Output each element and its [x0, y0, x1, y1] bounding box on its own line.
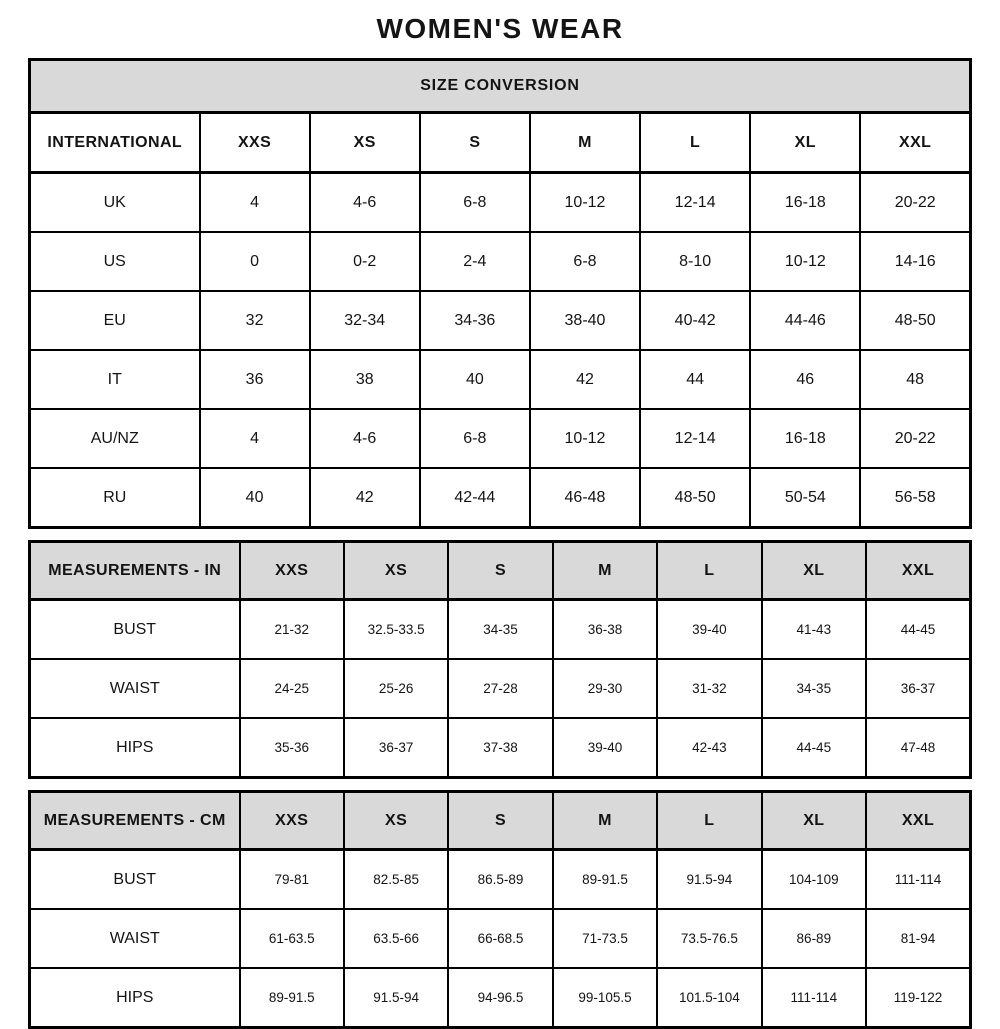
value-cell: 4 [200, 409, 310, 468]
value-cell: 46-48 [530, 468, 640, 528]
value-cell: 40-42 [640, 291, 750, 350]
value-cell: 2-4 [420, 232, 530, 291]
corner-cell: MEASUREMENTS - IN [30, 542, 240, 600]
table-row [30, 850, 971, 910]
value-cell: 24-25 [240, 659, 344, 718]
value-cell: 32.5-33.5 [344, 600, 448, 660]
banner-row [30, 60, 971, 113]
header-row [30, 542, 971, 600]
value-cell: 86-89 [762, 909, 866, 968]
value-cell: 101.5-104 [657, 968, 761, 1028]
value-cell: 12-14 [640, 409, 750, 468]
value-cell: 20-22 [860, 173, 970, 233]
banner-cell: SIZE CONVERSION [30, 60, 971, 113]
table-row [30, 600, 971, 660]
value-cell: 34-35 [762, 659, 866, 718]
value-cell: 4-6 [310, 173, 420, 233]
value-cell: 39-40 [657, 600, 761, 660]
value-cell: 21-32 [240, 600, 344, 660]
value-cell: 42 [530, 350, 640, 409]
value-cell: 12-14 [640, 173, 750, 233]
value-cell: 4-6 [310, 409, 420, 468]
value-cell: 27-28 [448, 659, 552, 718]
size-header-cell: XXS [200, 113, 310, 173]
header-row [30, 792, 971, 850]
value-cell: 34-35 [448, 600, 552, 660]
value-cell: 34-36 [420, 291, 530, 350]
table-row [30, 232, 971, 291]
row-label-cell: HIPS [30, 718, 240, 778]
size-header-cell: XL [762, 542, 866, 600]
value-cell: 36-37 [344, 718, 448, 778]
value-cell: 89-91.5 [240, 968, 344, 1028]
value-cell: 42-44 [420, 468, 530, 528]
value-cell: 32 [200, 291, 310, 350]
row-label-cell: EU [30, 291, 200, 350]
value-cell: 36 [200, 350, 310, 409]
size-header-cell: XS [310, 113, 420, 173]
value-cell: 40 [200, 468, 310, 528]
value-cell: 8-10 [640, 232, 750, 291]
value-cell: 119-122 [866, 968, 970, 1028]
row-label-cell: BUST [30, 850, 240, 910]
value-cell: 48-50 [860, 291, 970, 350]
table-row [30, 350, 971, 409]
size-header-cell: XL [750, 113, 860, 173]
value-cell: 61-63.5 [240, 909, 344, 968]
table-row [30, 968, 971, 1028]
table-row [30, 468, 971, 528]
value-cell: 79-81 [240, 850, 344, 910]
value-cell: 39-40 [553, 718, 657, 778]
column-header-row [30, 113, 971, 173]
table-row [30, 909, 971, 968]
measurements-cm-table [28, 790, 972, 1029]
value-cell: 42 [310, 468, 420, 528]
size-header-cell: XS [344, 792, 448, 850]
value-cell: 81-94 [866, 909, 970, 968]
corner-cell: INTERNATIONAL [30, 113, 200, 173]
size-header-cell: XXL [866, 542, 970, 600]
row-label-cell: WAIST [30, 659, 240, 718]
value-cell: 16-18 [750, 173, 860, 233]
size-header-cell: XXS [240, 792, 344, 850]
size-header-cell: XL [762, 792, 866, 850]
row-label-cell: AU/NZ [30, 409, 200, 468]
value-cell: 44 [640, 350, 750, 409]
row-label-cell: HIPS [30, 968, 240, 1028]
value-cell: 44-45 [762, 718, 866, 778]
value-cell: 10-12 [750, 232, 860, 291]
table-row [30, 718, 971, 778]
size-header-cell: M [530, 113, 640, 173]
measurements-in-table [28, 540, 972, 779]
table-row [30, 409, 971, 468]
size-header-cell: S [448, 542, 552, 600]
value-cell: 10-12 [530, 173, 640, 233]
value-cell: 48 [860, 350, 970, 409]
value-cell: 47-48 [866, 718, 970, 778]
value-cell: 4 [200, 173, 310, 233]
size-header-cell: XXL [860, 113, 970, 173]
value-cell: 66-68.5 [448, 909, 552, 968]
value-cell: 20-22 [860, 409, 970, 468]
value-cell: 35-36 [240, 718, 344, 778]
size-header-cell: M [553, 792, 657, 850]
value-cell: 38-40 [530, 291, 640, 350]
value-cell: 16-18 [750, 409, 860, 468]
value-cell: 0-2 [310, 232, 420, 291]
value-cell: 6-8 [420, 173, 530, 233]
value-cell: 111-114 [762, 968, 866, 1028]
row-label-cell: UK [30, 173, 200, 233]
table-row [30, 291, 971, 350]
value-cell: 104-109 [762, 850, 866, 910]
page-title: WOMEN'S WEAR [376, 13, 624, 44]
value-cell: 89-91.5 [553, 850, 657, 910]
value-cell: 50-54 [750, 468, 860, 528]
value-cell: 29-30 [553, 659, 657, 718]
value-cell: 40 [420, 350, 530, 409]
size-header-cell: L [657, 542, 761, 600]
size-header-cell: XS [344, 542, 448, 600]
size-conversion-table [28, 58, 972, 529]
value-cell: 99-105.5 [553, 968, 657, 1028]
value-cell: 31-32 [657, 659, 761, 718]
size-header-cell: XXL [866, 792, 970, 850]
value-cell: 36-37 [866, 659, 970, 718]
table-row [30, 173, 971, 233]
row-label-cell: WAIST [30, 909, 240, 968]
value-cell: 36-38 [553, 600, 657, 660]
value-cell: 48-50 [640, 468, 750, 528]
row-label-cell: RU [30, 468, 200, 528]
value-cell: 10-12 [530, 409, 640, 468]
size-header-cell: S [420, 113, 530, 173]
value-cell: 63.5-66 [344, 909, 448, 968]
value-cell: 56-58 [860, 468, 970, 528]
size-header-cell: XXS [240, 542, 344, 600]
size-header-cell: M [553, 542, 657, 600]
value-cell: 86.5-89 [448, 850, 552, 910]
value-cell: 111-114 [866, 850, 970, 910]
row-label-cell: US [30, 232, 200, 291]
row-label-cell: IT [30, 350, 200, 409]
value-cell: 25-26 [344, 659, 448, 718]
value-cell: 73.5-76.5 [657, 909, 761, 968]
value-cell: 6-8 [530, 232, 640, 291]
value-cell: 91.5-94 [657, 850, 761, 910]
value-cell: 91.5-94 [344, 968, 448, 1028]
value-cell: 44-45 [866, 600, 970, 660]
value-cell: 38 [310, 350, 420, 409]
value-cell: 0 [200, 232, 310, 291]
value-cell: 6-8 [420, 409, 530, 468]
value-cell: 82.5-85 [344, 850, 448, 910]
table-row [30, 659, 971, 718]
size-header-cell: S [448, 792, 552, 850]
value-cell: 46 [750, 350, 860, 409]
value-cell: 14-16 [860, 232, 970, 291]
size-header-cell: L [657, 792, 761, 850]
value-cell: 44-46 [750, 291, 860, 350]
value-cell: 37-38 [448, 718, 552, 778]
value-cell: 71-73.5 [553, 909, 657, 968]
size-header-cell: L [640, 113, 750, 173]
value-cell: 41-43 [762, 600, 866, 660]
value-cell: 32-34 [310, 291, 420, 350]
value-cell: 42-43 [657, 718, 761, 778]
value-cell: 94-96.5 [448, 968, 552, 1028]
corner-cell: MEASUREMENTS - CM [30, 792, 240, 850]
row-label-cell: BUST [30, 600, 240, 660]
